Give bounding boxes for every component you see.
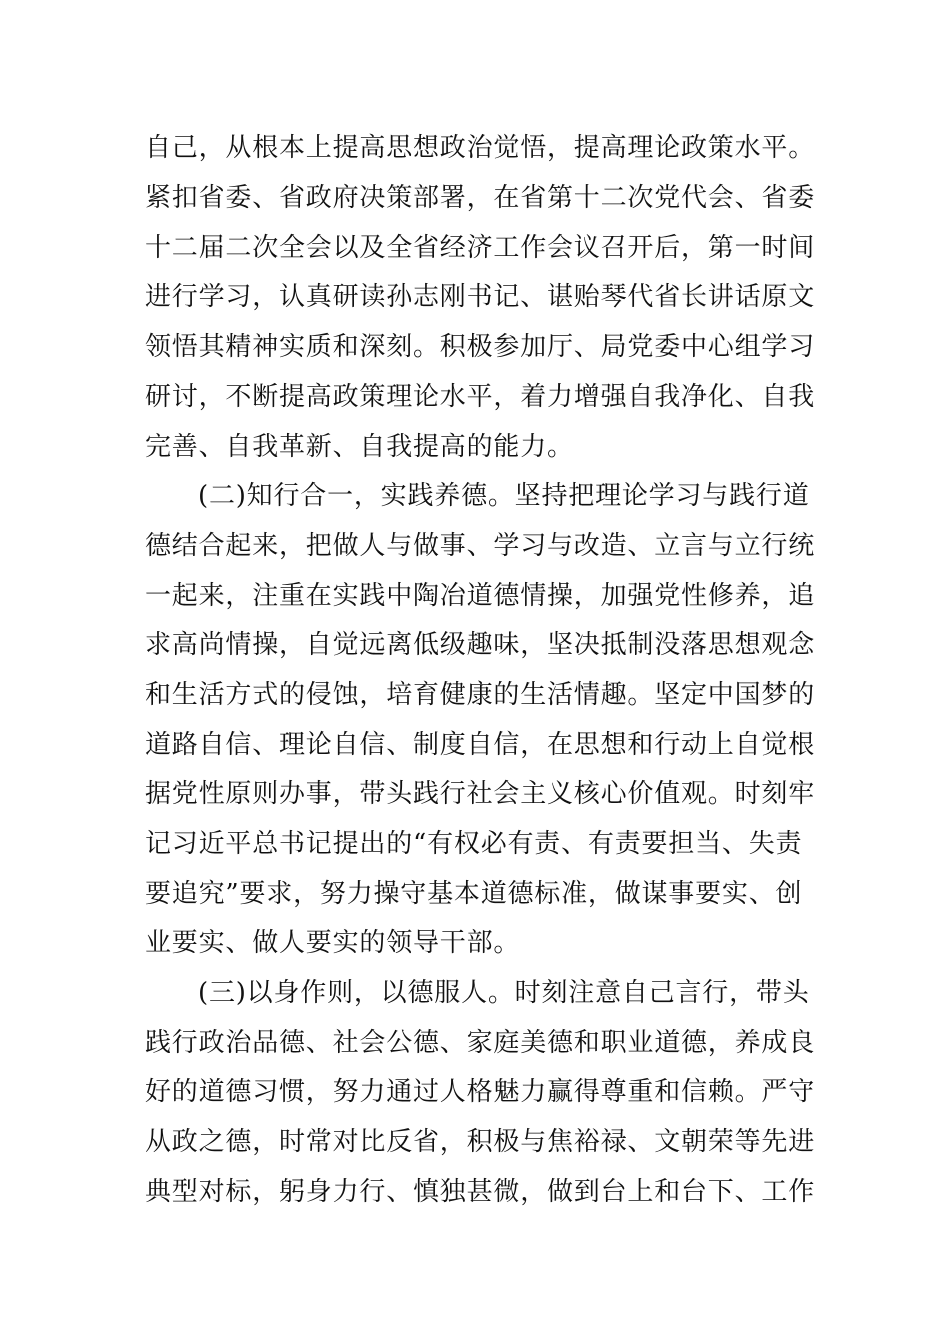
- text-line: 进行学习，认真研读孙志刚书记、谌贻琴代省长讲话原文: [145, 282, 816, 312]
- text-line: 领悟其精神实质和深刻。积极参加厅、局党委中心组学习: [145, 332, 816, 362]
- text-line: 紧扣省委、省政府决策部署，在省第十二次党代会、省委: [145, 183, 816, 213]
- text-line: 和生活方式的侵蚀，培育健康的生活情趣。坚定中国梦的: [145, 680, 816, 710]
- text-line: 从政之德，时常对比反省，积极与焦裕禄、文朝荣等先进: [145, 1127, 816, 1157]
- text-line: 德结合起来，把做人与做事、学习与改造、立言与立行统: [145, 531, 816, 561]
- text-line: 典型对标，躬身力行、慎独甚微，做到台上和台下、工作: [145, 1177, 816, 1207]
- text-line: 研讨，不断提高政策理论水平，着力增强自我净化、自我: [145, 382, 816, 412]
- text-line: 十二届二次全会以及全省经济工作会议召开后，第一时间: [145, 233, 816, 263]
- section-heading-line: (三)以身作则，以德服人。时刻注意自己言行，带头: [198, 978, 810, 1008]
- text-line: 自己，从根本上提高思想政治觉悟，提高理论政策水平。: [145, 133, 816, 163]
- text-line: 记习近平总书记提出的“有权必有责、有责要担当、失责: [145, 829, 803, 859]
- section-heading-line: (二)知行合一，实践养德。坚持把理论学习与践行道: [198, 481, 810, 511]
- text-line: 据党性原则办事，带头践行社会主义核心价值观。时刻牢: [145, 779, 816, 809]
- text-line: 要追究”要求，努力操守基本道德标准，做谋事要实、创: [145, 879, 803, 909]
- text-line: 业要实、做人要实的领导干部。: [145, 928, 521, 958]
- text-line: 践行政治品德、社会公德、家庭美德和职业道德，养成良: [145, 1028, 816, 1058]
- text-line: 求高尚情操，自觉远离低级趣味，坚决抵制没落思想观念: [145, 630, 816, 660]
- text-line: 好的道德习惯，努力通过人格魅力赢得尊重和信赖。严守: [145, 1077, 816, 1107]
- text-line: 完善、自我革新、自我提高的能力。: [145, 432, 574, 462]
- text-line: 一起来，注重在实践中陶冶道德情操，加强党性修养，追: [145, 581, 816, 611]
- text-line: 道路自信、理论自信、制度自信，在思想和行动上自觉根: [145, 730, 816, 760]
